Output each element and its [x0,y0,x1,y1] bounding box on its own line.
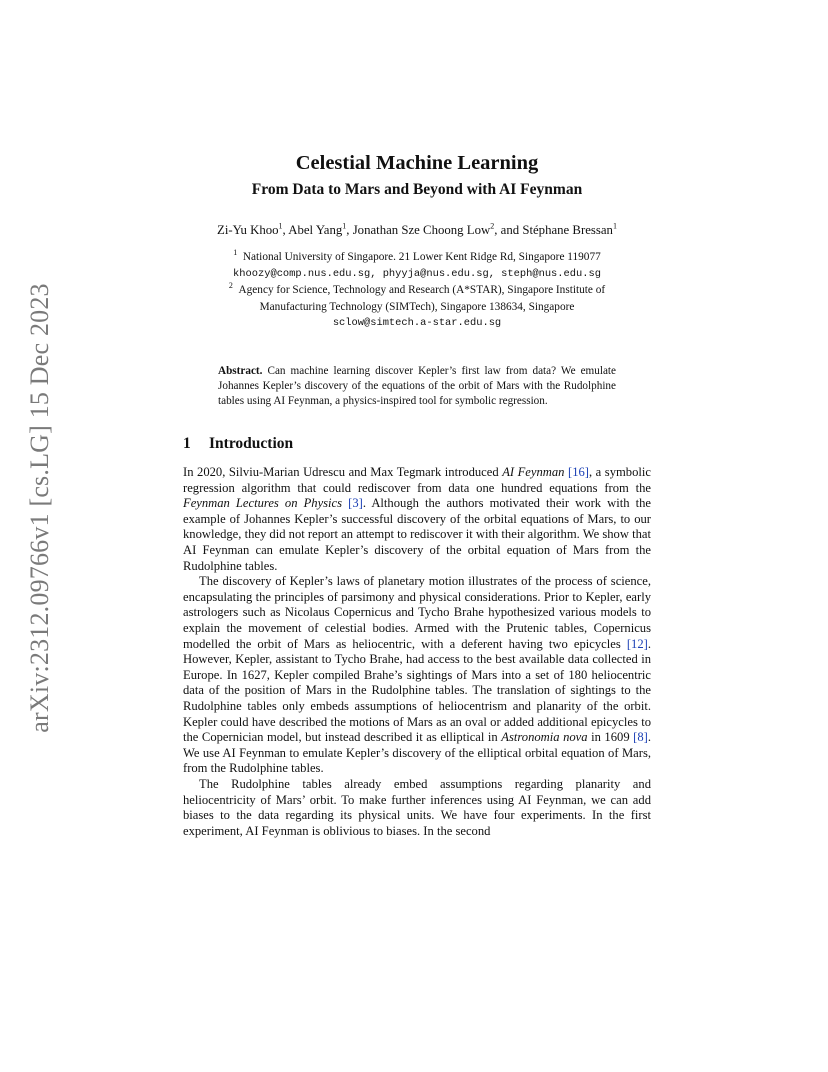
affiliation-mark: 2 [228,281,233,291]
emphasis: Astronomia nova [501,730,588,745]
author-affil-mark: 1 [342,221,347,231]
author-list [183,221,651,239]
author-name: Abel Yang [288,223,343,237]
citation-link[interactable]: [3] [348,496,363,511]
citation-link[interactable]: [16] [568,465,589,480]
citation-link[interactable]: [12] [626,636,648,651]
affiliations [183,249,651,332]
author-name: Zi-Yu Khoo [217,223,279,237]
text-run: The Rudolphine tables already embed assumptions regarding planarity and heliocentricity of Mars’ orbit. To make further inferences using AI Feynman, we can add biases to the data regarding its physical units. We have four experiments. In the first experiment, AI Feynman is oblivious to biases. In the second [183,776,651,838]
arxiv-identifier [20,282,60,733]
affiliation-1-emails: khoozy@comp.nus.edu.sg, phyyja@nus.edu.sg, steph@nus.edu.sg [233,267,601,280]
paper-subtitle: From Data to Mars and Beyond with AI Feynman [251,181,583,198]
affiliation-text: Agency for Science, Technology and Research (A*STAR), Singapore Institute of [238,284,606,296]
affiliation-2-emails: sclow@simtech.a-star.edu.sg [332,317,502,329]
affiliation-2 [183,282,651,299]
affiliation-text: National University of Singapore. 21 Lower Kent Ridge Rd, Singapore 119077 [242,251,601,263]
emphasis: AI Feynman [502,465,565,480]
section-heading [183,434,651,454]
section-title: Introduction [209,435,294,453]
paragraph-2 [183,574,651,777]
text-run: in 1609 [587,730,634,745]
citation-link[interactable]: [8] [633,730,648,745]
abstract-text: Can machine learning discover Kepler’s first law from data? We emulate Johannes Kepler’s discovery of the equations of the orbit of Mars with the Rudolphine tables using AI Feynman, a physics-inspired tool for symbolic regression. [218,364,616,407]
author-affil-mark: 1 [612,221,617,231]
abstract [218,364,616,410]
text-run: , a symbolic regression algorithm that could rediscover from data one hundred equations from the [183,465,651,495]
author-affil-mark: 2 [490,221,495,231]
text-run: . However, Kepler, assistant to Tycho Brahe, had access to the best available data collected in Europe. In 1627, Kepler compiled Brahe’s sightings of Mars into a set of 180 heliocentric data of the position of Mars in the Rudolphine tables. The translation of sightings to the Rudolphine tables only embeds assumptions of heliocentrism and planarity of the orbit. Kepler could have described the motions of Mars as an oval or added additional epicycles to the Copernician model, but instead described it as elliptical in [183,636,651,745]
abstract-label: Abstract. [218,364,263,377]
paragraph-3 [183,777,651,839]
paper-title: Celestial Machine Learning [295,152,539,174]
author-separator: , and [494,223,523,237]
section-number: 1 [183,435,191,453]
affiliation-1 [183,249,651,266]
text-run: . Although the authors motivated their work with the example of Johannes Kepler’s successful discovery of the orbital equations of Mars, to our knowledge, they did not report an attempt to rediscover it with their algorithm. We show that AI Feynman can emulate Kepler’s discovery of the orbital equation of Mars from the Rudolphine tables. [183,496,651,573]
author-affil-mark: 1 [278,221,283,231]
text-run: The discovery of Kepler’s laws of planetary motion illustrates of the process of science, encapsulating the principles of parsimony and physical considerations. Prior to Kepler, early astrologers such as Nicolaus Copernicus and Tycho Brahe hypothesized various models to explain the movement of celestial bodies. Armed with the Prutenic tables, Copernicus modelled the orbit of Mars as heliocentric, with a deferent having two epicycles [183,574,651,651]
affiliation-mark: 1 [233,248,238,258]
author-separator: , [346,223,353,237]
body-text [183,465,651,839]
text-run: In 2020, Silviu-Marian Udrescu and Max Tegmark introduced [183,465,503,480]
text-run: . We use AI Feynman to emulate Kepler’s discovery of the elliptical orbital equation of Mars, from the Rudolphine tables. [183,730,651,776]
author-name: Stéphane Bressan [522,223,613,237]
paragraph-1 [183,465,651,574]
arxiv-identifier-text: arXiv:2312.09766v1 [cs.LG] 15 Dec 2023 [25,282,54,733]
author-separator: , [282,223,289,237]
affiliation-2-line2: Manufacturing Technology (SIMTech), Singapore 138634, Singapore [259,300,575,313]
paper-page [183,150,651,839]
emphasis: Feynman Lectures on Physics [183,496,343,511]
author-name: Jonathan Sze Choong Low [352,223,491,237]
